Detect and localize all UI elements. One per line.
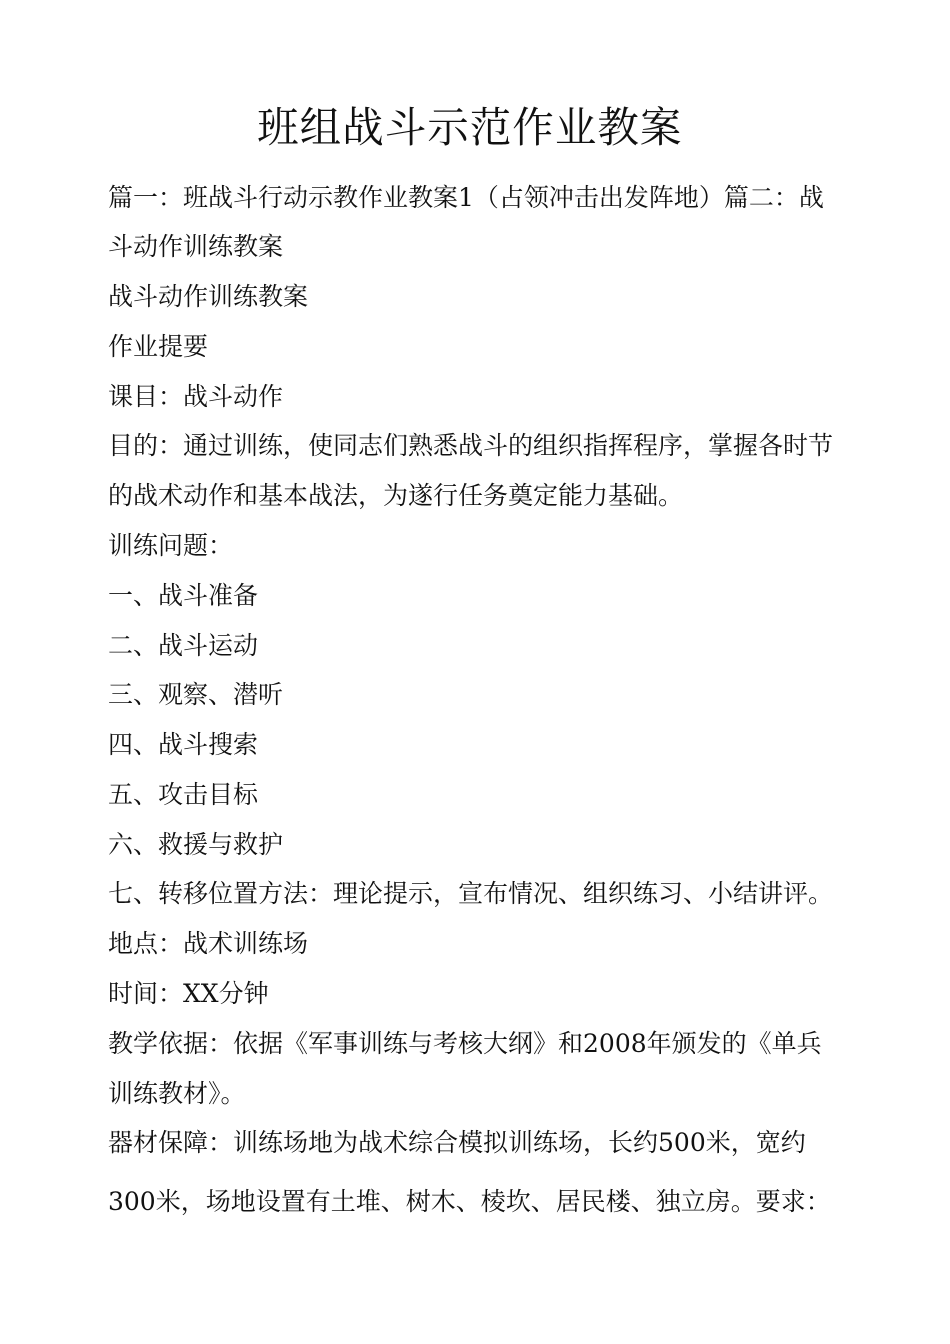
body-line-2: 斗动作训练教案 (108, 232, 284, 261)
body-line-15: 七、转移位置方法：理论提示，宣布情况、组织练习、小结讲评。 (108, 879, 834, 908)
body-line-19: 训练教材》。 (108, 1079, 246, 1108)
body-line-10: 二、战斗运动 (108, 631, 259, 660)
body-line-3: 战斗动作训练教案 (108, 282, 309, 311)
body-line-1: 篇一：班战斗行动示教作业教案1（占领冲击出发阵地）篇二：战 (108, 183, 824, 212)
body-line-9: 一、战斗准备 (108, 581, 259, 610)
document-title: 班组战斗示范作业教案 (257, 103, 683, 152)
body-line-16: 地点：战术训练场 (108, 929, 309, 958)
body-line-17: 时间：XX分钟 (108, 979, 269, 1008)
body-line-14: 六、救援与救护 (108, 830, 284, 859)
body-line-21: 300米，场地设置有土堆、树木、棱坎、居民楼、独立房。要求： (108, 1187, 831, 1216)
body-line-6: 目的：通过训练，使同志们熟悉战斗的组织指挥程序，掌握各时节 (108, 431, 834, 460)
body-line-4: 作业提要 (108, 332, 209, 361)
body-line-12: 四、战斗搜索 (108, 730, 259, 759)
body-line-13: 五、攻击目标 (108, 780, 259, 809)
body-line-7: 的战术动作和基本战法，为遂行任务奠定能力基础。 (108, 481, 684, 510)
body-line-11: 三、观察、潜听 (108, 680, 284, 709)
body-line-5: 课目：战斗动作 (108, 382, 284, 411)
body-line-8: 训练问题： (108, 531, 234, 560)
body-line-18: 教学依据：依据《军事训练与考核大纲》和2008年颁发的《单兵 (108, 1029, 822, 1058)
body-line-20: 器材保障：训练场地为战术综合模拟训练场，长约500米，宽约 (108, 1128, 806, 1157)
